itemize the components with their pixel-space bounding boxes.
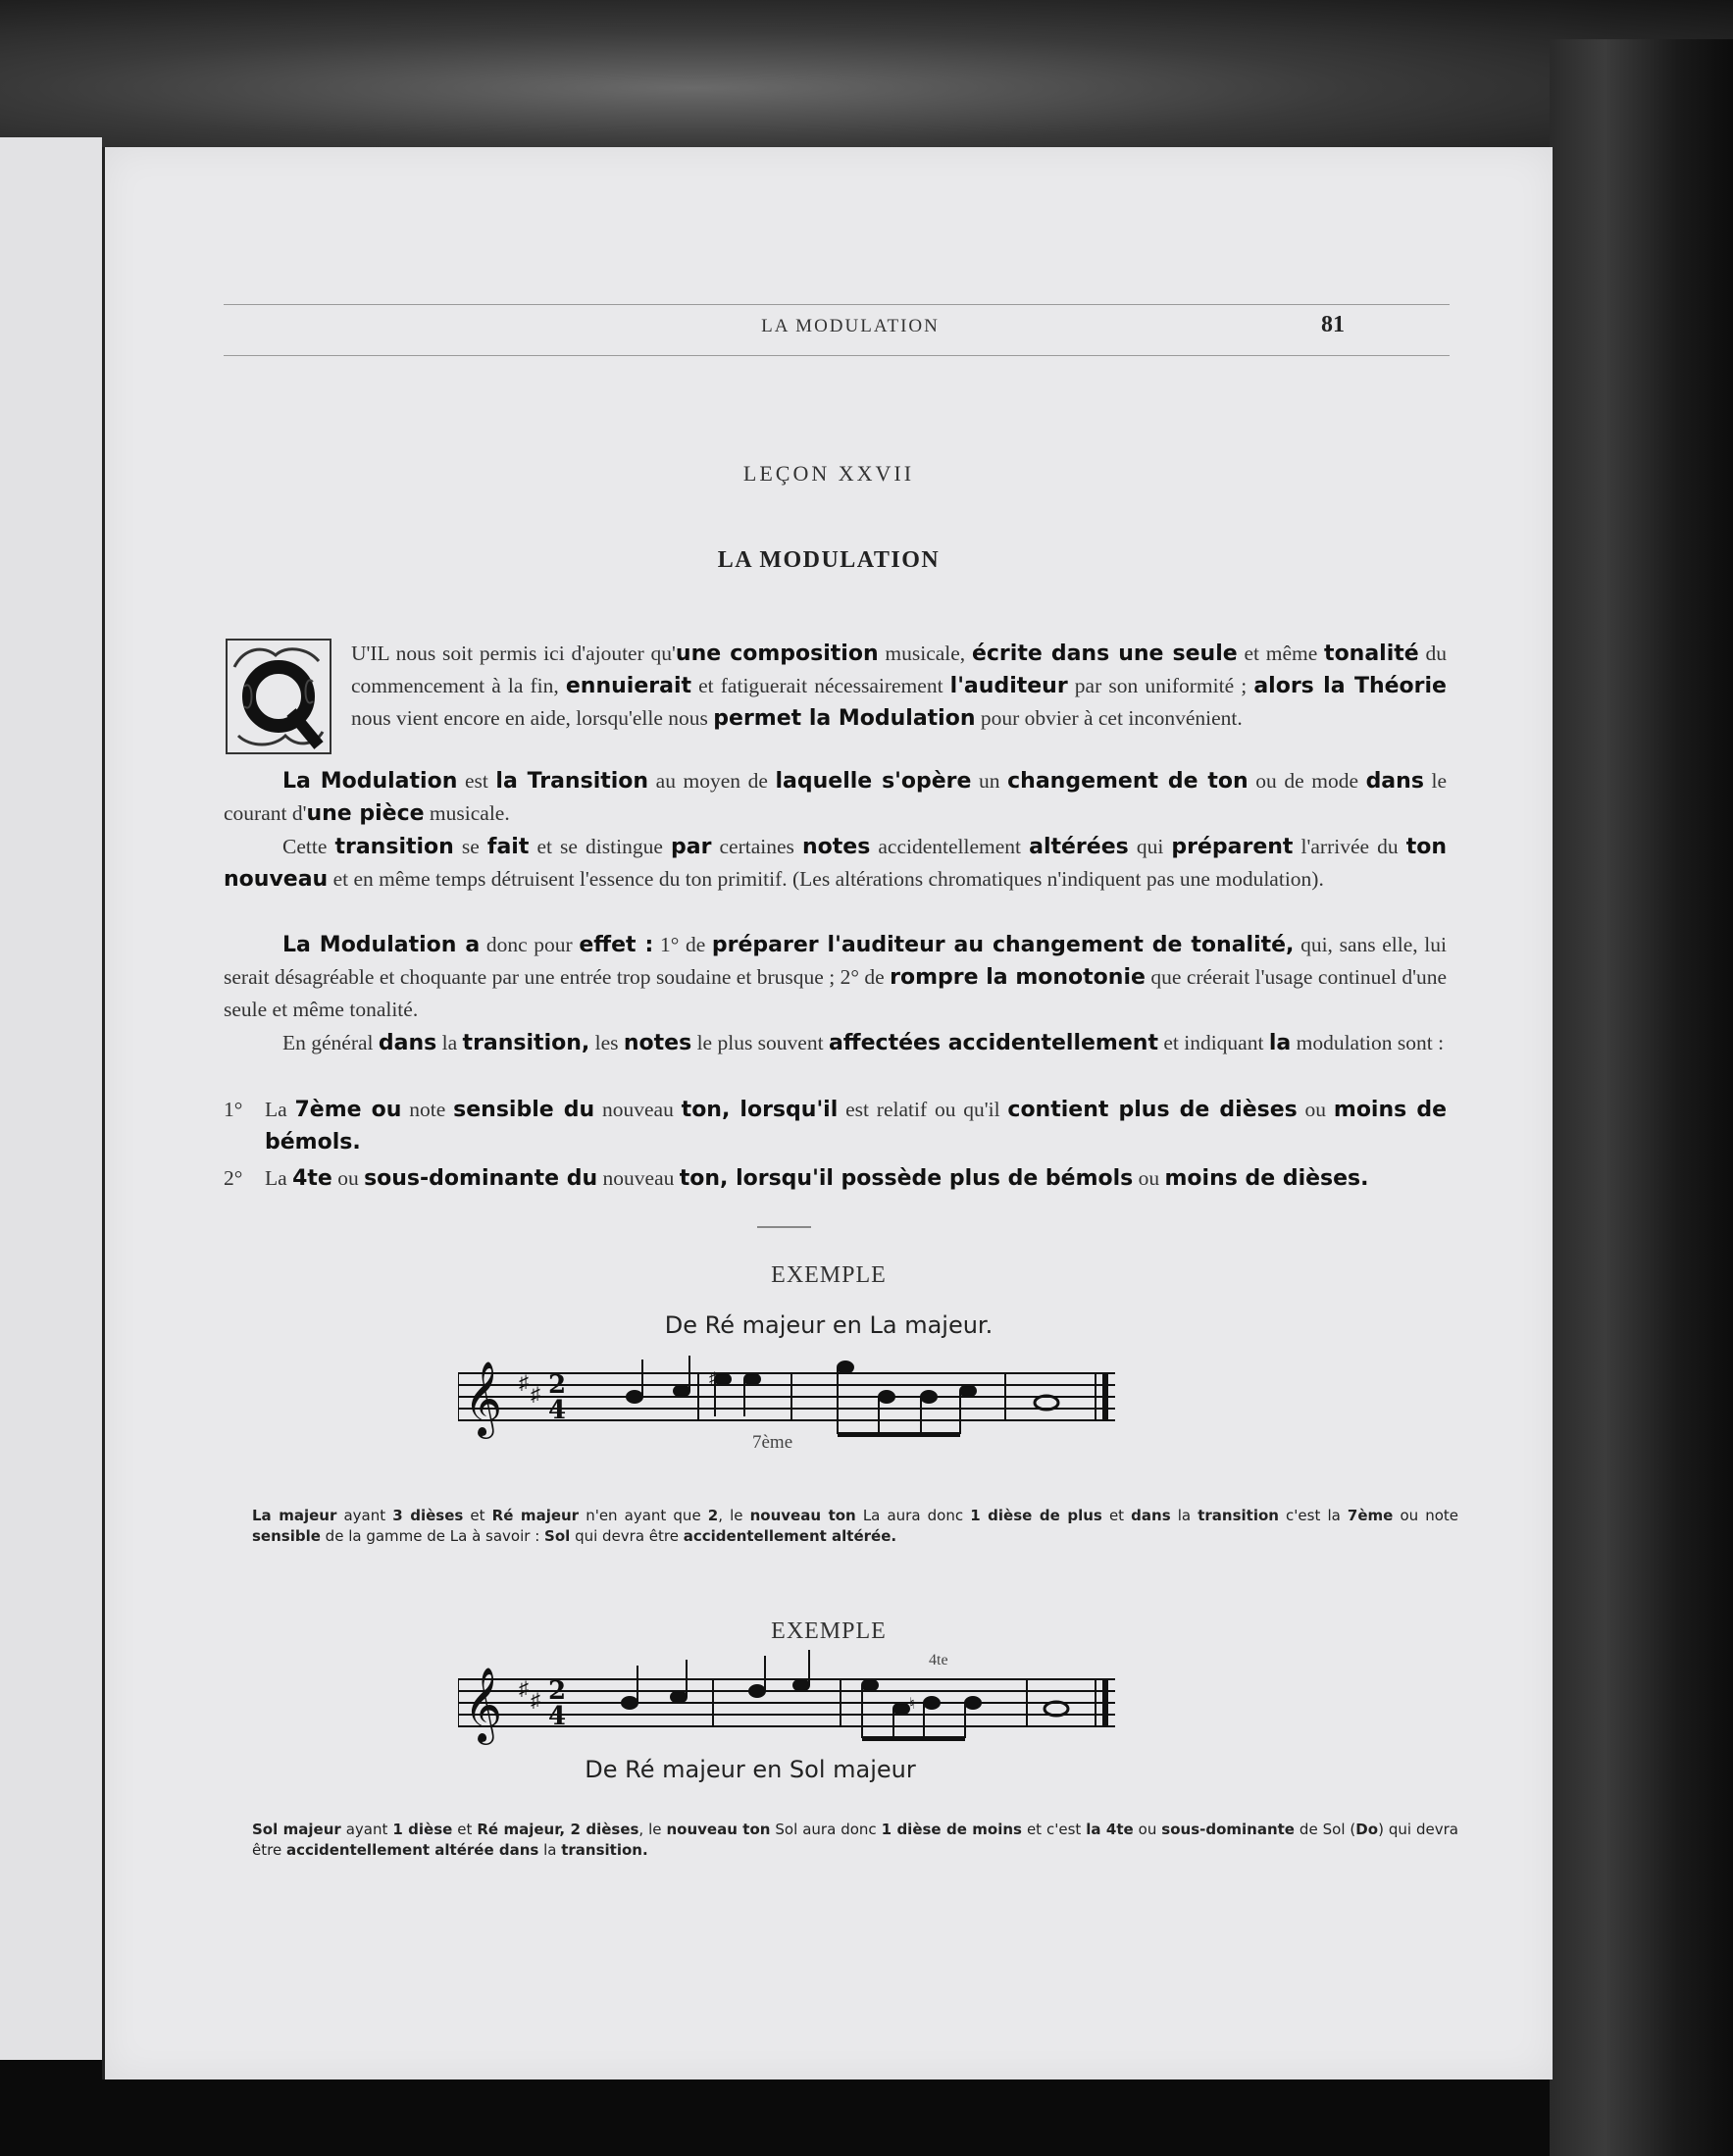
bold-run: tonalité <box>1324 642 1419 666</box>
text-run: se <box>453 835 487 858</box>
bold-run: effet : <box>579 933 654 957</box>
bold-run: 1 dièse de moins <box>881 1821 1022 1838</box>
text-run: la <box>436 1031 463 1054</box>
paragraph-effect <box>224 929 1447 1026</box>
text-run: et <box>463 1507 492 1524</box>
bold-run: sensible du <box>453 1098 595 1122</box>
text-run: du commencement à la fin, <box>351 642 1447 697</box>
text-run: La aura donc <box>855 1507 971 1524</box>
text-run: est <box>457 769 496 793</box>
text-run: accidentellement <box>870 835 1030 858</box>
example-2-label: EXEMPLE <box>771 1618 887 1644</box>
sharp-icon: ♯ <box>531 1690 540 1712</box>
text-run: et se distingue <box>529 835 671 858</box>
time-sig-bottom: 4 <box>548 1702 567 1731</box>
text-run: ou <box>331 1166 365 1190</box>
sharp-icon: ♯ <box>531 1384 540 1406</box>
text-run: ou de mode <box>1248 769 1366 793</box>
bold-run: notes <box>801 835 871 859</box>
bold-run: alors la Théorie <box>1253 674 1447 698</box>
bold-run: dans <box>378 1031 437 1055</box>
header-rule-bottom <box>224 355 1450 356</box>
bold-run: contient plus de dièses <box>1007 1098 1298 1122</box>
bold-run: altérées <box>1029 835 1129 859</box>
text-run: musicale. <box>424 801 510 825</box>
bold-run: Sol <box>544 1527 571 1545</box>
paragraph-general <box>224 1027 1447 1059</box>
text-run: pour obvier à cet inconvénient. <box>975 706 1243 730</box>
text-run: c'est la <box>1278 1507 1348 1524</box>
bold-run: La majeur <box>252 1507 337 1524</box>
bold-run: préparent <box>1171 835 1294 859</box>
bold-run: moins de dièses. <box>1164 1166 1369 1191</box>
text-run: qui, sans elle, lui serait désagréable et choquante par une entrée trop soudaine et brusque ; 2° de <box>224 933 1448 989</box>
text-run: Sol aura donc <box>770 1821 882 1838</box>
bold-run: nouveau ton <box>666 1821 771 1838</box>
example-1-mark: 7ème <box>752 1432 793 1453</box>
text-run: qui <box>1128 835 1172 858</box>
text-run: ou note <box>1393 1507 1459 1524</box>
list-item-2 <box>224 1162 1447 1195</box>
header-rule-top <box>224 304 1450 305</box>
bold-run: Ré majeur <box>491 1507 580 1524</box>
text-run: de la gamme de La à savoir : <box>320 1527 545 1545</box>
text-run: ou <box>1133 1166 1165 1190</box>
bold-run: dans <box>1131 1507 1171 1524</box>
text-run: et <box>452 1821 478 1838</box>
text-run: ou <box>1133 1821 1162 1838</box>
text-run: modulation sont : <box>1291 1031 1445 1054</box>
bold-run: affectées accidentellement <box>828 1031 1158 1055</box>
bold-run: une composition <box>675 642 879 666</box>
text-run: par son uniformité ; <box>1067 674 1254 697</box>
text-run: nouveau <box>594 1098 682 1121</box>
time-sig-top: 2 <box>548 1370 567 1400</box>
bold-run: 4te <box>292 1166 332 1191</box>
text-run: et fatiguerait nécessairement <box>691 674 950 697</box>
text-run: certaines <box>711 835 802 858</box>
bold-run: notes <box>623 1031 692 1055</box>
list-text <box>265 1094 1447 1158</box>
bold-run: permet la Modulation <box>713 706 976 731</box>
bold-run: transition. <box>561 1841 648 1859</box>
example-1-subtitle: De Ré majeur en La majeur. <box>664 1311 994 1339</box>
bold-run: ton nouveau <box>224 835 1447 892</box>
bold-run: 3 dièses <box>392 1507 464 1524</box>
bold-run: rompre la monotonie <box>890 965 1146 990</box>
page-number: 81 <box>1321 312 1345 337</box>
bold-run: 2 <box>707 1507 719 1524</box>
list-number: 2° <box>224 1166 243 1190</box>
text-run: U'IL nous soit permis ici d'ajouter qu' <box>351 642 676 665</box>
list-item-1 <box>224 1094 1447 1158</box>
text-run: un <box>971 769 1008 793</box>
text-run: , le <box>718 1507 750 1524</box>
bold-run: transition <box>1198 1507 1279 1524</box>
text-run: En général <box>282 1031 379 1054</box>
bold-run: l'auditeur <box>949 674 1068 698</box>
text-run: la <box>1170 1507 1198 1524</box>
bold-run: accidentellement altérée dans <box>285 1841 539 1859</box>
bold-run: transition, <box>462 1031 590 1055</box>
text-run: n'en ayant que <box>579 1507 708 1524</box>
example-2-staff <box>458 1648 1125 1756</box>
text-run: ) qui devra être <box>252 1821 1458 1859</box>
svg-text:♮: ♮ <box>909 1696 915 1713</box>
bold-run: Do <box>1355 1821 1379 1838</box>
bold-run: Sol majeur <box>252 1821 341 1838</box>
bold-run: fait <box>486 835 530 859</box>
bold-run: nouveau ton <box>749 1507 856 1524</box>
text-run: la <box>538 1841 562 1859</box>
example-2-mark: 4te <box>929 1652 948 1668</box>
bold-run: ton, lorsqu'il <box>681 1098 839 1122</box>
text-run: et en même temps détruisent l'essence du ton primitif. (Les altérations chromatiques n'indiquent pas une modulation). <box>328 867 1324 891</box>
text-run: , le <box>638 1821 667 1838</box>
bold-run: laquelle s'opère <box>775 769 972 794</box>
bold-run: La Modulation a <box>282 933 481 957</box>
sharp-icon: ♯ <box>519 1372 529 1394</box>
text-run: Cette <box>282 835 335 858</box>
example-1-note <box>252 1506 1458 1547</box>
separator <box>757 1226 811 1228</box>
paragraph-definition <box>224 765 1447 830</box>
paragraph-intro <box>224 638 1447 735</box>
treble-clef-icon: 𝄞 <box>464 1667 503 1742</box>
bold-run: ton, lorsqu'il possède plus de bémols <box>679 1166 1134 1191</box>
bold-run: changement de ton <box>1007 769 1249 794</box>
bold-run: dans <box>1365 769 1424 794</box>
running-title: LA MODULATION <box>761 316 940 336</box>
text-run: que créerait l'usage continuel d'une seule et même tonalité. <box>224 965 1448 1021</box>
text-run: et <box>1101 1507 1132 1524</box>
bold-run: la <box>1268 1031 1292 1055</box>
bold-run: préparer l'auditeur au changement de tonalité, <box>711 933 1295 957</box>
example-2-subtitle: De Ré majeur en Sol majeur <box>585 1756 916 1783</box>
text-run: et c'est <box>1022 1821 1087 1838</box>
text-run: donc pour <box>480 933 580 956</box>
time-sig-bottom: 4 <box>548 1396 567 1425</box>
sharp-icon: ♯ <box>519 1678 529 1700</box>
text-run: ayant <box>336 1507 393 1524</box>
text-run: ou <box>1297 1098 1334 1121</box>
bold-run: 7ème ou <box>294 1098 402 1122</box>
list-number: 1° <box>224 1098 243 1121</box>
text-run: nouveau <box>597 1166 680 1190</box>
text-run: note <box>401 1098 454 1121</box>
time-sig-top: 2 <box>548 1676 567 1706</box>
treble-clef-icon: 𝄞 <box>464 1360 503 1436</box>
bold-run: 7ème <box>1347 1507 1394 1524</box>
text-run: est relatif ou qu'il <box>838 1098 1008 1121</box>
text-run: nous vient encore en aide, lorsqu'elle nous <box>351 706 714 730</box>
svg-text:♯: ♯ <box>709 1370 717 1387</box>
bold-run: ennuierait <box>565 674 692 698</box>
bold-run: sensible <box>252 1527 321 1545</box>
book-page <box>102 147 1553 2079</box>
bold-run: une pièce <box>306 801 425 826</box>
bold-run: 1 dièse de plus <box>970 1507 1102 1524</box>
scan-right-border <box>1550 39 1733 2156</box>
text-run: le plus souvent <box>691 1031 829 1054</box>
text-run: au moyen de <box>648 769 776 793</box>
text-run: La <box>265 1098 295 1121</box>
text-run: le courant d' <box>224 769 1448 825</box>
text-run: les <box>589 1031 624 1054</box>
bold-run: sous-dominante du <box>364 1166 598 1191</box>
bold-run: la 4te <box>1086 1821 1134 1838</box>
bold-run: sous-dominante <box>1161 1821 1295 1838</box>
example-1-label: EXEMPLE <box>771 1262 887 1288</box>
bold-run: accidentellement altérée. <box>683 1527 897 1545</box>
list-text <box>265 1162 1447 1195</box>
paragraph-transition <box>224 831 1447 896</box>
bold-run: écrite dans une seule <box>971 642 1238 666</box>
text-run: de Sol ( <box>1294 1821 1356 1838</box>
text-run: et même <box>1237 642 1325 665</box>
lesson-title: LA MODULATION <box>717 547 941 573</box>
bold-run: La Modulation <box>282 769 458 794</box>
lesson-number: LEÇON XXVII <box>742 461 915 486</box>
scan-top-border <box>0 0 1733 147</box>
bold-run: moins de bémols. <box>265 1098 1448 1155</box>
text-run: La <box>265 1166 293 1190</box>
bold-run: 1 dièse <box>392 1821 453 1838</box>
bold-run: la Transition <box>495 769 649 794</box>
text-run: l'arrivée du <box>1293 835 1406 858</box>
bold-run: transition <box>334 835 454 859</box>
example-2-note <box>252 1820 1458 1861</box>
text-run: 1° de <box>653 933 712 956</box>
text-run: ayant <box>340 1821 393 1838</box>
bold-run: par <box>670 835 712 859</box>
bold-run: Ré majeur, 2 dièses <box>477 1821 639 1838</box>
text-run: et indiquant <box>1157 1031 1269 1054</box>
text-run: musicale, <box>878 642 972 665</box>
text-run: qui devra être <box>570 1527 684 1545</box>
